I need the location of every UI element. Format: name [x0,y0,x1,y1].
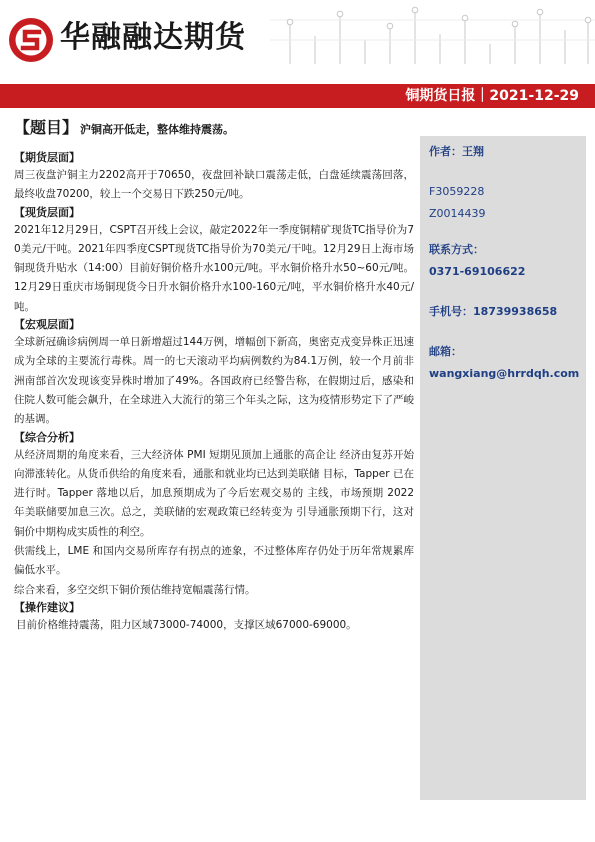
company-name: 华融融达期货 [60,20,246,55]
section-title: 【宏观层面】 [14,318,80,332]
decorative-pattern [270,0,595,64]
contact-phone: 0371-69106622 [429,265,526,278]
section-paragraph: 2021年12月29日，CSPT召开线上会议，敲定2022年一季度铜精矿现货TC指导价为70美元/干吨。2021年四季度CSPT现货TC指导价为70美元/干吨。12月29日上海市场铜现货升贴水（14:00）目前好铜价格升水100元/吨。平水铜价格升水50~60元/吨。12月29日重庆市场铜现货今日升水铜价格升水100-160元/吨，平水铜价格升水40元/吨。 [14,223,414,313]
section-paragraph: 全球新冠确诊病例周一单日新增超过144万例，增幅创下新高，奥密克戎变异株正迅速成为全球的主要流行毒株。周一的七天滚动平均病例数约为84.1万例，较一个月前非洲南部首次发现该变异株时增加了49%。各国政府已经警告称，在假期过后，感染和住院人数可能会飙升，在全球进入大流行的第三个年头之际，这为疫情形势定下了严峻的基调。 [14,336,414,426]
investment-consult-number: Z0014439 [429,207,486,220]
section-paragraph: 综合来看，多空交织下铜价预估维持宽幅震荡行情。 [14,583,256,596]
section-title: 【现货层面】 [14,205,80,219]
section-title: 【期货层面】 [14,151,80,164]
email-label: 邮箱： [429,345,462,358]
section-paragraph: 目前价格维持震荡，阻力区域73000-74000，支撑区域67000-69000。 [16,618,357,631]
section-advice [14,600,414,635]
section-spot [14,205,414,317]
mobile-number: 手机号：18739938658 [429,305,558,318]
section-title: 【综合分析】 [14,430,80,444]
report-body [14,150,414,635]
headline-text: 沪铜高开低走，整体维持震荡。 [80,123,235,136]
headline-label: 【题目】 [14,118,79,137]
section-paragraph: 从经济周期的角度来看，三大经济体 PMI 短期见顶加上通胀的高企让 经济由复苏开始向滞涨转化。从货币供给的角度来看，通胀和就业均已达到美联储 目标，Tapper 已在进行时。Tapper 落地以后，加息预期成为了今后宏观交易的 主线，市场预期 2022 年美联储要加息三次。总之，美联储的宏观政策已经转变为 引导通胀预期下行，这对铜价中期构成实质性的利空。 [14,448,414,538]
qualification-number: F3059228 [429,185,485,198]
section-title: 【操作建议】 [14,600,80,614]
section-macro [14,317,414,429]
section-paragraph: 周三夜盘沪铜主力2202高开于70650，夜盘回补缺口震荡走低，白盘延续震荡回落，最终收盘70200，较上一个交易日下跌250元/吨。 [14,169,414,201]
report-type-date: 铜期货日报｜2021-12-29 [405,88,579,104]
author-sidebar [420,136,586,800]
page-header [0,0,595,82]
section-analysis [14,430,414,600]
contact-label: 联系方式： [429,243,484,256]
section-paragraph: 供需线上，LME 和国内交易所库存有拐点的迹象，不过整体库存仍处于历年常规累库偏低水平。 [14,545,414,577]
company-logo-icon [8,17,54,63]
headline [14,117,234,139]
section-futures [14,150,414,205]
author-name: 作者：王翔 [429,145,484,158]
email-address: wangxiang@hrrdqh.com [429,367,580,380]
